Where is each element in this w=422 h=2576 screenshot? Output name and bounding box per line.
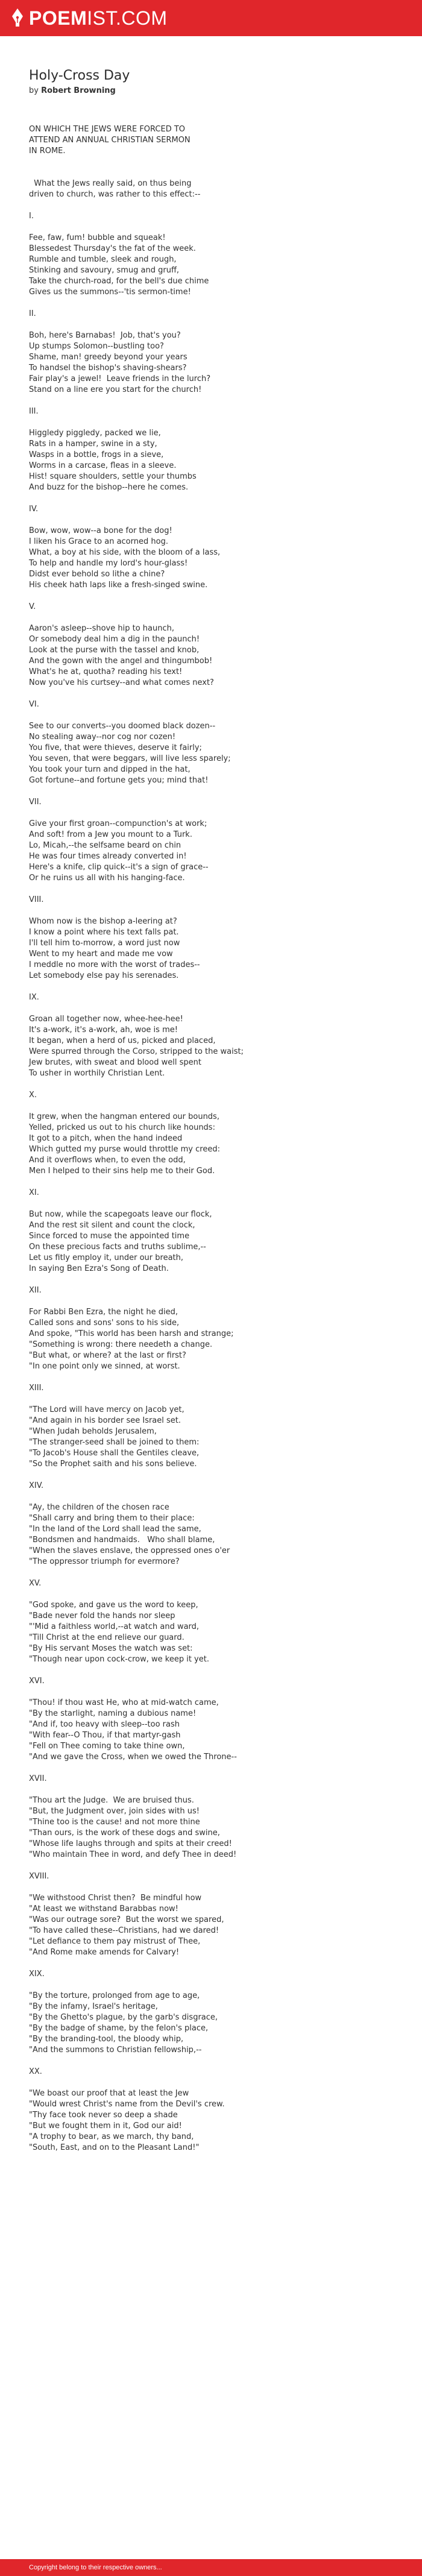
poem-line: VIII. (29, 895, 44, 904)
site-header (0, 0, 422, 36)
poem-line: Were spurred through the Corso, stripped to the waist; (29, 1047, 244, 1056)
stanza (29, 1502, 391, 1567)
poem-line: "By the starlight, naming a dubious name! (29, 1709, 197, 1718)
poem-line: Take the church-road, for the bell's due chime (29, 277, 209, 286)
poem-line: "In the land of the Lord shall lead the same, (29, 1525, 201, 1534)
poem-line: I meddle no more with the worst of trades-- (29, 960, 200, 969)
poem-line: IV. (29, 505, 39, 514)
poem-line: XI. (29, 1188, 39, 1197)
poem-line: "A trophy to bear, as we march, thy band, (29, 2132, 194, 2141)
logo-wordmark: POEMIST.COM (29, 7, 168, 29)
poem-title: Holy-Cross Day (29, 68, 130, 83)
stanza-number (29, 1871, 391, 1882)
poem-line: "By the infamy, Israel's heritage, (29, 2002, 158, 2011)
poem-line: "Thou art the Judge. We are bruised thus. (29, 1796, 194, 1805)
poem-line: Groan all together now, whee-hee-hee! (29, 1015, 183, 1024)
poem-line: For Rabbi Ben Ezra, the night he died, (29, 1308, 178, 1317)
poem-line: "By the badge of shame, by the felon's place, (29, 2024, 209, 2033)
poem-line: I. (29, 212, 34, 221)
poem-article (29, 68, 391, 2164)
poem-line: "Would wrest Christ's name from the Devil's crew. (29, 2100, 225, 2109)
stanza-number (29, 1774, 391, 1784)
stanza-number (29, 602, 391, 613)
stanza-number (29, 797, 391, 808)
stanza-number (29, 406, 391, 417)
stanza (29, 168, 391, 200)
poem-line: "So the Prophet saith and his sons believe. (29, 1460, 197, 1469)
poem-line: "The stranger-seed shall be joined to them: (29, 1438, 200, 1447)
poem-line: Stinking and savoury, smug and gruff, (29, 266, 180, 275)
poem-line: It began, when a herd of us, picked and placed, (29, 1036, 216, 1045)
poem-line: Higgledy piggledy, packed we lie, (29, 429, 161, 438)
poem-line: Called sons and sons' sons to his side, (29, 1318, 180, 1327)
poem-line: And the gown with the angel and thingumbob! (29, 657, 213, 666)
site-footer (0, 2559, 422, 2576)
poem-line: XVIII. (29, 1872, 49, 1881)
poem-line: Gives us the summons--'tis sermon-time! (29, 288, 191, 297)
poem-line: Here's a knife, clip quick--it's a sign of grace-- (29, 863, 209, 872)
poem-line: Worms in a carcase, fleas in a sleeve. (29, 461, 177, 470)
site-logo[interactable] (11, 8, 168, 28)
poem-line: Wasps in a bottle, frogs in a sieve, (29, 450, 164, 459)
byline-prefix: by (29, 86, 39, 95)
poem-line: Jew brutes, with sweat and blood well spent (29, 1058, 201, 1067)
stanza (29, 1209, 391, 1274)
copyright-notice: Copyright belong to their respective owners... (29, 2564, 162, 2571)
poem-line: XIX. (29, 1970, 45, 1979)
stanza-number (29, 504, 391, 515)
poem-line: V. (29, 602, 36, 611)
stanza-number (29, 1285, 391, 1296)
poem-line: Or somebody deal him a dig in the paunch! (29, 635, 200, 644)
poem-line: "At least we withstand Barabbas now! (29, 1904, 178, 1913)
stanza (29, 1405, 391, 1470)
poem-line: "With fear--O Thou, if that martyr-gash (29, 1731, 181, 1740)
poem-line: You five, that were thieves, deserve it fairly; (29, 743, 202, 752)
stanza (29, 233, 391, 298)
poem-line: Since forced to muse the appointed time (29, 1232, 190, 1241)
stanza (29, 1600, 391, 1665)
poem-line: X. (29, 1091, 37, 1100)
poem-line: "And if, too heavy with sleep--too rash (29, 1720, 180, 1729)
stanza-number (29, 1578, 391, 1589)
poem-line: "Thine too is the cause! and not more thine (29, 1818, 200, 1827)
poem-line: "To Jacob's House shall the Gentiles cleave, (29, 1449, 200, 1458)
stanza (29, 1698, 391, 1763)
poem-line: Now you've his curtsey--and what comes next? (29, 678, 214, 687)
poem-line: XV. (29, 1579, 42, 1588)
author-link[interactable]: Robert Browning (41, 86, 116, 95)
stanza (29, 428, 391, 493)
poem-line: And spoke, "This world has been harsh and strange; (29, 1329, 234, 1338)
poem-line: Men I helped to their sins help me to their God. (29, 1167, 215, 1176)
poem-line: See to our converts--you doomed black dozen-- (29, 722, 216, 731)
stanza (29, 721, 391, 786)
stanza-number (29, 1090, 391, 1101)
stanza-number (29, 699, 391, 710)
poem-line: But now, while the scapegoats leave our flock, (29, 1210, 212, 1219)
poem-line: "Though near upon cock-crow, we keep it yet. (29, 1655, 209, 1664)
poem-line: No stealing away--nor cog nor cozen! (29, 732, 176, 742)
poem-line: Rats in a hamper, swine in a sty, (29, 439, 157, 449)
stanza-number (29, 1383, 391, 1394)
poem-line: Stand on a line ere you start for the church! (29, 385, 202, 394)
stanza-number (29, 211, 391, 222)
poem-line: You seven, that were beggars, will live less sparely; (29, 754, 231, 763)
poem-line: What the Jews really said, on thus being (29, 179, 192, 188)
poem-line: Let somebody else pay his serenades. (29, 971, 179, 980)
poem-line: Let us fitly employ it, under our breath, (29, 1253, 184, 1262)
poem-line: What, a boy at his side, with the bloom of a lass, (29, 548, 221, 557)
poem-line: "Till Christ at the end relieve our guard. (29, 1633, 184, 1642)
poem-line: Yelled, pricked us out to his church like hounds: (29, 1123, 215, 1132)
poem-line: "But we fought them in it, God our aid! (29, 2121, 182, 2130)
poem-line: "We boast our proof that at least the Jew (29, 2089, 189, 2098)
poem-line: In saying Ben Ezra's Song of Death. (29, 1264, 169, 1273)
poem-line: "Bondsmen and handmaids. Who shall blame, (29, 1535, 215, 1545)
poem-line: "Who maintain Thee in word, and defy Thee in deed! (29, 1850, 237, 1859)
poem-line: Fair play's a jewel! Leave friends in the lurch? (29, 374, 211, 383)
poem-line: On these precious facts and truths sublime,-- (29, 1242, 206, 1252)
poem-line: Bow, wow, wow--a bone for the dog! (29, 526, 172, 535)
stanza (29, 1893, 391, 1958)
poem-line: "To have called these--Christians, had we dared! (29, 1926, 219, 1935)
poem-line: ATTEND AN ANNUAL CHRISTIAN SERMON (29, 136, 191, 145)
poem-line: "Shall carry and bring them to their place: (29, 1514, 195, 1523)
poem-line: VI. (29, 700, 39, 709)
poem-line: Fee, faw, fum! bubble and squeak! (29, 233, 166, 242)
poem-line: You took your turn and dipped in the hat, (29, 765, 191, 774)
poem-line: "When the slaves enslave, the oppressed ones o'er (29, 1546, 230, 1555)
poem-line: Look at the purse with the tassel and knob, (29, 646, 200, 655)
stanza (29, 1014, 391, 1079)
poem-line: Give your first groan--compunction's at work; (29, 819, 207, 828)
poem-line: To help and handle my lord's hour-glass! (29, 559, 188, 568)
poem-line: ON WHICH THE JEWS WERE FORCED TO (29, 125, 186, 134)
stanza-number (29, 2067, 391, 2077)
poem-line: Went to my heart and made me vow (29, 949, 173, 959)
stanza-number (29, 1969, 391, 1980)
poem-line: "But, the Judgment over, join sides with us! (29, 1807, 200, 1816)
poem-line: "And we gave the Cross, when we owed the Throne-- (29, 1752, 237, 1762)
byline (29, 86, 391, 96)
poem-line: And buzz for the bishop--here he comes. (29, 483, 189, 492)
stanza-number (29, 309, 391, 320)
poem-line: To usher in worthily Christian Lent. (29, 1069, 165, 1078)
poem-line: IX. (29, 993, 39, 1002)
poem-line: Aaron's asleep--shove hip to haunch, (29, 624, 174, 633)
poem-line: I liken his Grace to an acorned hog. (29, 537, 168, 546)
poem-line: I know a point where his text falls pat. (29, 928, 179, 937)
stanza (29, 1991, 391, 2056)
stanza (29, 623, 391, 688)
poem-line: "The Lord will have mercy on Jacob yet, (29, 1405, 184, 1414)
poem-line: It's a-work, it's a-work, ah, woe is me! (29, 1025, 178, 1034)
stanza (29, 916, 391, 981)
poem-line: "Whose life laughs through and spits at their creed! (29, 1839, 232, 1848)
stanza (29, 1795, 391, 1860)
poem-line: Boh, here's Barnabas! Job, that's you? (29, 331, 181, 340)
poem-line: Blessedest Thursday's the fat of the week. (29, 244, 196, 253)
pen-nib-icon (11, 8, 24, 28)
poem-line: III. (29, 407, 39, 416)
stanza-number (29, 1676, 391, 1687)
poem-line: "By the Ghetto's plague, by the garb's disgrace, (29, 2013, 218, 2022)
stanza-number (29, 1188, 391, 1198)
poem-line: XVI. (29, 1677, 45, 1686)
poem-line: His cheek hath laps like a fresh-singed swine. (29, 581, 208, 590)
stanza (29, 526, 391, 591)
poem-line: Hist! square shoulders, settle your thumbs (29, 472, 197, 481)
poem-line: XIV. (29, 1481, 44, 1490)
poem-line: Lo, Micah,--the selfsame beard on chin (29, 841, 181, 850)
poem-line: It got to a pitch, when the hand indeed (29, 1134, 183, 1143)
poem-line: He was four times already converted in! (29, 852, 187, 861)
poem-line: It grew, when the hangman entered our bounds, (29, 1112, 219, 1121)
poem-line: Up stumps Solomon--bustling too? (29, 342, 164, 351)
poem-line: "And again in his border see Israel set. (29, 1416, 181, 1425)
poem-line: "'Mid a faithless world,--at watch and ward, (29, 1622, 200, 1631)
poem-line: "And Rome make amends for Calvary! (29, 1948, 180, 1957)
stanza (29, 819, 391, 884)
poem-line: XVII. (29, 1774, 47, 1783)
poem-line: II. (29, 309, 36, 318)
poem-line: "By the torture, prolonged from age to age, (29, 1991, 200, 2000)
poem-line: Didst ever behold so lithe a chine? (29, 570, 165, 579)
stanza (29, 1112, 391, 1177)
poem-line: Rumble and tumble, sleek and rough, (29, 255, 177, 264)
poem-line: Got fortune--and fortune gets you; mind that! (29, 776, 209, 785)
stanza (29, 1307, 391, 1372)
poem-line: To handsel the bishop's shaving-shears? (29, 364, 187, 373)
poem-line: "But what, or where? at the last or first? (29, 1351, 186, 1360)
stanza (29, 2088, 391, 2153)
poem-line: "The oppressor triumph for evermore? (29, 1557, 180, 1566)
poem-line: "Than ours, is the work of these dogs and swine, (29, 1828, 220, 1838)
poem-line: XII. (29, 1286, 42, 1295)
poem-line: And the rest sit silent and count the clock, (29, 1221, 195, 1230)
poem-line: "We withstood Christ then? Be mindful how (29, 1894, 202, 1903)
poem-line: "Something is wrong: there needeth a change. (29, 1340, 213, 1349)
poem-line: "And the summons to Christian fellowship,-- (29, 2045, 202, 2055)
poem-line: And soft! from a Jew you mount to a Turk. (29, 830, 192, 839)
poem-line: XX. (29, 2067, 42, 2076)
poem-line: "By the branding-tool, the bloody whip, (29, 2035, 184, 2044)
stanza-number (29, 895, 391, 905)
stanza (29, 124, 391, 157)
stanza-number (29, 992, 391, 1003)
poem-line: "Let defiance to them pay mistrust of Thee, (29, 1937, 201, 1946)
poem-line: "Was our outrage sore? But the worst we spared, (29, 1915, 224, 1924)
poem-line: "Ay, the children of the chosen race (29, 1503, 169, 1512)
stanza (29, 330, 391, 395)
poem-line: What's he at, quotha? reading his text! (29, 667, 183, 676)
poem-line: "Thy face took never so deep a shade (29, 2111, 178, 2120)
poem-line: I'll tell him to-morrow, a word just now (29, 939, 180, 948)
poem-line: "God spoke, and gave us the word to keep, (29, 1601, 198, 1610)
poem-line: "In one point only we sinned, at worst. (29, 1362, 180, 1371)
poem-line: "Fell on Thee coming to take thine own, (29, 1742, 185, 1751)
poem-line: "South, East, and on to the Pleasant Land!" (29, 2143, 200, 2152)
poem-line: Which gutted my purse would throttle my creed: (29, 1145, 220, 1154)
poem-line: And it overflows when, to even the odd, (29, 1156, 186, 1165)
poem-line: Whom now is the bishop a-leering at? (29, 917, 177, 926)
poem-line: Or he ruins us all with his hanging-face. (29, 874, 185, 883)
poem-line: Shame, man! greedy beyond your years (29, 353, 187, 362)
poem-line: "Thou! if thou wast He, who at mid-watch came, (29, 1698, 219, 1707)
poem-line: "By His servant Moses the watch was set: (29, 1644, 193, 1653)
poem-line: VII. (29, 798, 42, 807)
poem-line (29, 168, 391, 178)
poem-line: XIII. (29, 1384, 44, 1393)
poem-line: IN ROME. (29, 146, 66, 156)
stanza-number (29, 1481, 391, 1491)
poem-body (29, 124, 391, 2153)
poem-line: "Bade never fold the hands nor sleep (29, 1611, 175, 1620)
poem-line: driven to church, was rather to this effect:-- (29, 190, 201, 199)
poem-line: "When Judah beholds Jerusalem, (29, 1427, 157, 1436)
